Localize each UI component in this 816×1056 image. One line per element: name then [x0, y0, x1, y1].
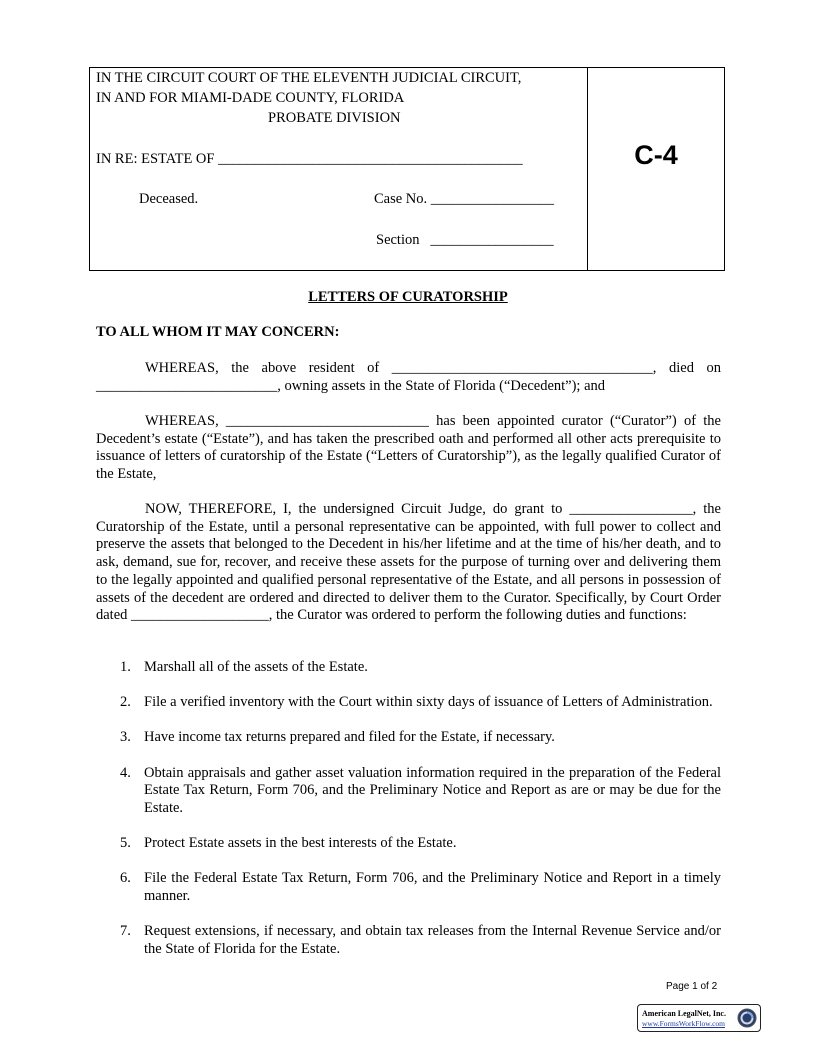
- duty-text: File a verified inventory with the Court within sixty days of issuance of Letters of Administration.: [144, 694, 713, 711]
- duty-item: [96, 694, 721, 712]
- section-line: Section _________________: [376, 232, 554, 248]
- duty-item: [96, 765, 721, 818]
- duty-number: 4.: [120, 764, 131, 781]
- publisher-url[interactable]: www.FormsWorkFlow.com: [642, 1019, 726, 1028]
- whereas-paragraph-2: [96, 413, 721, 484]
- publisher-logo-link[interactable]: [637, 1004, 761, 1032]
- duty-text: Request extensions, if necessary, and obtain tax releases from the Internal Revenue Service and/or the State of Florida for the Estate.: [144, 923, 721, 958]
- duty-number: 5.: [120, 835, 131, 852]
- duty-text: Obtain appraisals and gather asset valuation information required in the preparation of the Federal Estate Tax Return, Form 706, and the Preliminary Notice and Report as are or may be due for the Estate.: [144, 764, 721, 817]
- whereas-paragraph-1: [96, 360, 721, 395]
- duty-item: [96, 659, 721, 677]
- duty-text: Marshall all of the assets of the Estate.: [144, 659, 368, 675]
- duty-text: Have income tax returns prepared and filed for the Estate, if necessary.: [144, 729, 555, 746]
- whereas-paragraph-1-text: WHEREAS, the above resident of ____________________________________, died on _________________________, owning assets in the State of Florida (“Decedent”); and: [96, 360, 721, 394]
- duty-text: File the Federal Estate Tax Return, Form 706, and the Preliminary Notice and Report in a timely manner.: [144, 870, 721, 905]
- case-number-line: Case No. _________________: [374, 191, 555, 207]
- now-therefore-paragraph: [96, 501, 721, 625]
- caption-left-cell: [90, 68, 588, 270]
- duties-list: [96, 659, 721, 976]
- duty-number: 2.: [120, 694, 131, 711]
- duty-number: 6.: [120, 870, 131, 887]
- duty-item: [96, 923, 721, 958]
- publisher-logo-icon: [737, 1008, 757, 1028]
- duty-item: [96, 729, 721, 747]
- duty-number: 3.: [120, 729, 131, 746]
- document-title: LETTERS OF CURATORSHIP: [308, 289, 508, 305]
- duty-item: [96, 835, 721, 853]
- duty-text: Protect Estate assets in the best interests of the Estate.: [144, 835, 457, 852]
- page-number: Page 1 of 2: [666, 981, 718, 992]
- division-label: PROBATE DIVISION: [268, 110, 401, 126]
- caption-right-cell: [588, 68, 724, 270]
- case-caption-box: [89, 67, 725, 271]
- duty-item: [96, 870, 721, 905]
- deceased-label: Deceased.: [139, 191, 199, 207]
- whereas-paragraph-2-text: WHEREAS, ____________________________ has been appointed curator (“Curator”) of the Decedent’s estate (“Estate”), and has taken the prescribed oath and performed all other acts prerequisite to issuance of letters of curatorship of the Estate (“Letters of Curatorship”), as the legally qualified Curator of the Estate,: [96, 413, 721, 483]
- in-re-estate-line: IN RE: ESTATE OF __________________________________________: [96, 151, 523, 167]
- publisher-name: American LegalNet, Inc.: [642, 1009, 726, 1018]
- salutation: TO ALL WHOM IT MAY CONCERN:: [96, 324, 340, 340]
- now-therefore-paragraph-text: NOW, THEREFORE, I, the undersigned Circuit Judge, do grant to _________________, the Curatorship of the Estate, until a personal representative can be appointed, with full power to collect and preserve the assets that belonged to the Decedent in his/her lifetime and at the time of his/her death, and to ask, demand, sue for, recover, and receive these assets for the purpose of turning over and delivering them to the legally appointed and qualified personal representative of the Estate, and all persons in possession of assets of the decedent are ordered and directed to deliver them to the Curator. Specifically, by Court Order dated ___________________, the Curator was ordered to perform the following duties and functions:: [96, 501, 721, 624]
- court-line-2: IN AND FOR MIAMI-DADE COUNTY, FLORIDA: [96, 90, 405, 106]
- form-code: C-4: [634, 140, 678, 170]
- court-line-1: IN THE CIRCUIT COURT OF THE ELEVENTH JUDICIAL CIRCUIT,: [96, 70, 522, 86]
- duty-number: 7.: [120, 923, 131, 940]
- duty-number: 1.: [120, 659, 131, 675]
